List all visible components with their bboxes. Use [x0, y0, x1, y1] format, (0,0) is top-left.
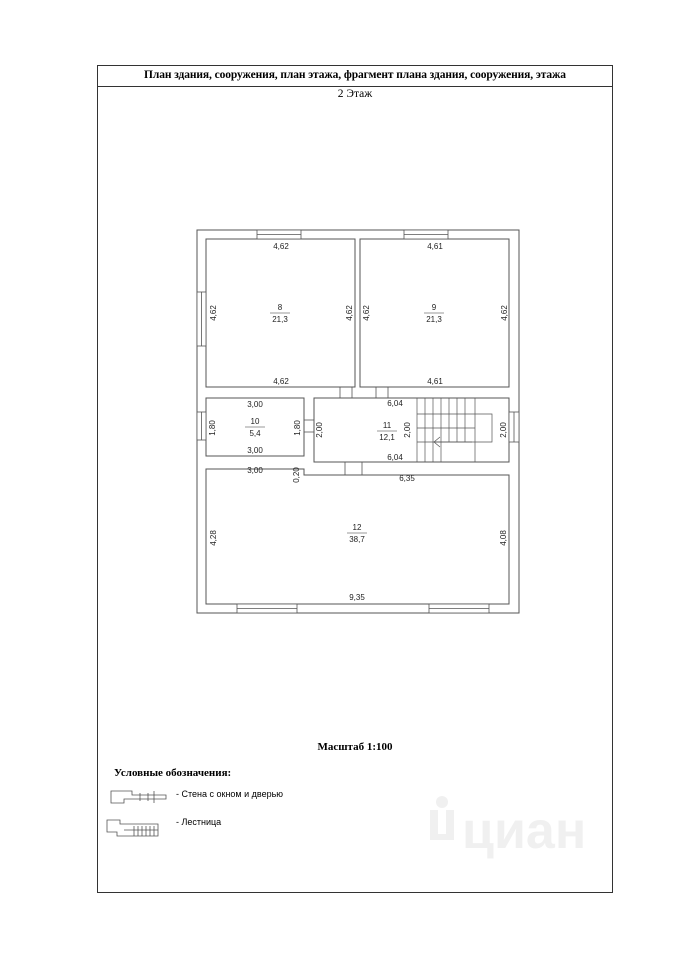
dim-r11-top: 6,04: [387, 399, 403, 408]
room-labels: [245, 303, 444, 544]
dim-r12-bottom: 9,35: [349, 593, 365, 602]
dim-r8-left: 4,62: [209, 305, 218, 321]
outer-wall: [197, 230, 519, 613]
window-r12-bottom-right: [429, 604, 489, 613]
room-8-number: 8: [277, 303, 283, 312]
legend-stair-label: - Лестница: [176, 817, 222, 827]
room-10-area: 5,4: [249, 429, 261, 438]
dim-r9-left: 4,62: [362, 305, 371, 321]
dim-r10-top: 3,00: [247, 400, 263, 409]
window-r10-left: [197, 412, 206, 440]
dim-r8-bottom: 4,62: [273, 377, 289, 386]
window-r11-right: [509, 412, 519, 442]
room-11-area: 12,1: [379, 433, 395, 442]
window-r12-bottom-left: [237, 604, 297, 613]
dim-r12-top-left: 3,00: [247, 466, 263, 475]
dim-r12-top-right: 6,35: [399, 474, 415, 483]
dim-r9-top: 4,61: [427, 242, 443, 251]
legend-wall-symbol: [111, 791, 166, 803]
room-9-area: 21,3: [426, 315, 442, 324]
dim-r10-left: 1,80: [208, 420, 217, 436]
watermark-text: циан: [462, 802, 587, 860]
legend-stair-symbol: [107, 820, 158, 836]
room-12-area: 38,7: [349, 535, 365, 544]
legend-wall-label: - Стена с окном и дверью: [176, 789, 284, 799]
stair-arrow: [434, 437, 472, 447]
room-12-number: 12: [352, 523, 362, 532]
dim-r9-right: 4,62: [500, 305, 509, 321]
dim-r11-mid: 2,00: [403, 422, 412, 438]
dim-r12-left: 4,28: [209, 530, 218, 546]
room-8-area: 21,3: [272, 315, 288, 324]
dim-r8-right: 4,62: [345, 305, 354, 321]
floor-label: 2 Этаж: [337, 88, 373, 100]
window-r9-top: [404, 230, 448, 239]
dim-r10-bottom: 3,00: [247, 446, 263, 455]
windows: [197, 230, 519, 613]
dim-r9-bottom: 4,61: [427, 377, 443, 386]
dim-r11-left: 2,00: [315, 422, 324, 438]
staircase: [417, 398, 492, 462]
legend-title: Условные обозначения:: [114, 767, 232, 779]
dim-r12-right: 4,08: [499, 530, 508, 546]
window-r8-left: [197, 292, 206, 346]
scale-label: Масштаб 1:100: [317, 741, 393, 753]
dim-r12-step: 0,20: [292, 467, 301, 483]
logo-mark: [430, 810, 454, 840]
document-title: План здания, сооружения, план этажа, фрагмент плана здания, сооружения, этажа: [97, 65, 613, 87]
dim-r10-right: 1,80: [293, 420, 302, 436]
room-11-number: 11: [382, 421, 392, 430]
dim-r11-right: 2,00: [499, 422, 508, 438]
dim-r8-top: 4,62: [273, 242, 289, 251]
room-9-number: 9: [431, 303, 437, 312]
room-10-number: 10: [250, 417, 260, 426]
dim-r11-bottom: 6,04: [387, 453, 403, 462]
window-r8-top: [257, 230, 301, 239]
cian-watermark-logo: [420, 790, 610, 870]
walls: [197, 230, 519, 613]
